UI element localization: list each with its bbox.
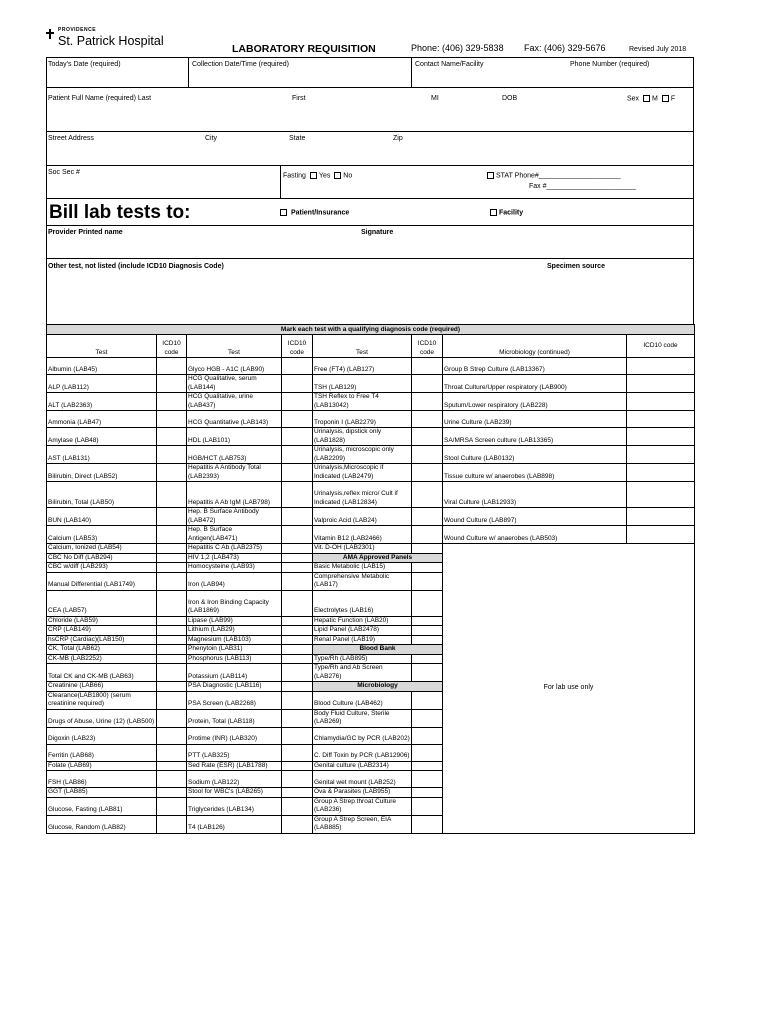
icd10-code-input[interactable] [282,691,313,709]
bill-patient-option: Patient/Insurance [278,209,349,216]
test-name: Bilirubin, Direct (LAB52) [47,464,157,482]
row-patient [46,88,694,132]
test-name: HIV 1,2 (LAB473) [187,553,282,563]
test-table [46,324,695,834]
header-icd10: ICD10 code [157,335,187,358]
test-name: Ammonia (LAB47) [47,411,157,428]
icd10-code-input[interactable] [282,572,313,590]
sex-f-checkbox[interactable] [662,95,669,102]
todays-date-field[interactable]: Today's Date (required) [48,61,121,68]
test-name: Glucose, Random (LAB82) [47,815,157,833]
test-name: CK, Total (LAB62) [47,645,157,655]
test-name: hsCRP (Cardiac)(LAB150) [47,635,157,645]
test-name: Genital wet mount (LAB252) [313,771,412,788]
test-name: Urine Culture (LAB239) [443,411,627,428]
header-icd10: ICD10 code [627,335,695,358]
icd10-code-input[interactable] [412,428,443,446]
icd10-code-input[interactable] [282,709,313,727]
test-name: Body Fluid Culture, Sterile (LAB269) [313,709,412,727]
icd10-code-input[interactable] [282,428,313,446]
test-name: Genital culture (LAB2314) [313,761,412,771]
icd10-code-input[interactable] [412,797,443,815]
icd10-code-input[interactable] [627,464,695,482]
test-name: Calcium, Ionized (LAB54) [47,544,157,554]
test-name: Drugs of Abuse, Urine (12) (LAB500) [47,709,157,727]
test-name: Homocysteine (LAB93) [187,563,282,573]
table-row [47,482,695,508]
icd10-code-input[interactable] [157,744,187,761]
bill-title: Bill lab tests to: [49,202,191,223]
icd10-code-input[interactable] [282,553,313,563]
icd10-code-input[interactable] [412,654,443,664]
table-row [47,464,695,482]
facility-checkbox[interactable] [490,209,497,216]
icd10-code-input[interactable] [157,626,187,636]
test-name: CEA (LAB57) [47,590,157,616]
table-row [47,393,695,411]
phone-number-field[interactable]: Phone Number (required) [570,61,650,68]
table-row [47,526,695,544]
icd10-code-input[interactable] [157,375,187,393]
icd10-code-input[interactable] [412,788,443,798]
org-name: St. Patrick Hospital [58,34,164,48]
revised-date: Revised July 2018 [629,46,687,53]
test-name: Folate (LAB69) [47,761,157,771]
test-name: Protime (INR) (LAB320) [187,727,282,744]
icd10-code-input[interactable] [412,563,443,573]
icd10-code-input[interactable] [157,526,187,544]
icd10-code-input[interactable] [157,654,187,664]
icd10-code-input[interactable] [412,508,443,526]
test-name: Albumin (LAB45) [47,358,157,375]
test-name: Wound Culture (LAB897) [443,508,627,526]
icd10-code-input[interactable] [412,664,443,682]
test-name: TSH (LAB129) [313,375,412,393]
icd10-code-input[interactable] [282,563,313,573]
icd10-code-input[interactable] [412,761,443,771]
stat-checkbox[interactable] [487,172,494,179]
icd10-code-input[interactable] [157,788,187,798]
icd10-code-input[interactable] [412,446,443,464]
icd10-code-input[interactable] [157,645,187,655]
icd10-code-input[interactable] [412,709,443,727]
icd10-code-input[interactable] [157,428,187,446]
row-address [46,132,694,166]
icd10-code-input[interactable] [627,446,695,464]
test-name: HGB/HCT (LAB753) [187,446,282,464]
test-name: HCG Qualitative, urine (LAB437) [187,393,282,411]
subsection-header: Blood Bank [313,645,443,655]
icd10-code-input[interactable] [282,815,313,833]
icd10-code-input[interactable] [157,815,187,833]
test-name: Stool for WBC's (LAB265) [187,788,282,798]
zip-field[interactable]: Zip [393,135,403,142]
icd10-code-input[interactable] [157,358,187,375]
icd10-code-input[interactable] [627,482,695,508]
header-microbiology-continued: Microbiology (continued) [443,335,627,358]
test-name: Protein, Total (LAB118) [187,709,282,727]
test-name: CK-MB (LAB2252) [47,654,157,664]
icd10-code-input[interactable] [157,411,187,428]
test-name: Calcium (LAB53) [47,526,157,544]
icd10-code-input[interactable] [282,590,313,616]
test-name: Urinalysis,reflex micro/ Cult if Indicated (LAB12834) [313,482,412,508]
fax-number: Fax: (406) 329-5676 [524,43,606,53]
test-name: HCG Qualitative, serum (LAB144) [187,375,282,393]
lab-use-only: For lab use only [443,544,695,834]
test-name: ALP (LAB112) [47,375,157,393]
test-name: Lipid Panel (LAB2478) [313,626,412,636]
test-name: Type/Rh (LAB895) [313,654,412,664]
row-provider [46,226,694,259]
test-name: Hepatic Function (LAB20) [313,616,412,626]
icd10-code-input[interactable] [282,508,313,526]
test-name: Hep. B Surface Antigen(LAB471) [187,526,282,544]
phone-number: Phone: (406) 329-5838 [411,43,504,53]
test-name: FSH (LAB86) [47,771,157,788]
icd10-code-input[interactable] [157,727,187,744]
test-name: Phosphorus (LAB113) [187,654,282,664]
icd10-code-input[interactable] [157,393,187,411]
test-name: Vit. D-OH (LAB2301) [313,544,412,554]
icd10-code-input[interactable] [282,544,313,554]
icd10-code-input[interactable] [412,464,443,482]
soc-sec-field[interactable]: Soc Sec # [48,169,80,176]
icd10-code-input[interactable] [412,544,443,554]
icd10-code-input[interactable] [157,544,187,554]
test-name: Blood Culture (LAB462) [313,691,412,709]
icd10-code-input[interactable] [157,709,187,727]
icd10-code-input[interactable] [282,358,313,375]
icd10-code-input[interactable] [282,526,313,544]
test-name: HDL (LAB101) [187,428,282,446]
test-name: Sed Rate (ESR) (LAB1788) [187,761,282,771]
test-name: Manual Differential (LAB1749) [47,572,157,590]
icd10-code-input[interactable] [157,553,187,563]
test-name: Ferritin (LAB68) [47,744,157,761]
icd10-code-input[interactable] [157,771,187,788]
contact-facility-field[interactable]: Contact Name/Facility [415,61,484,68]
test-name: Sputum/Lower respiratory (LAB228) [443,393,627,411]
table-row [47,411,695,428]
icd10-code-input[interactable] [627,393,695,411]
test-name: Bilirubin, Total (LAB50) [47,482,157,508]
fasting-yes-checkbox[interactable] [310,172,317,179]
icd10-code-input[interactable] [627,358,695,375]
city-field[interactable]: City [205,135,218,142]
subsection-header: Microbiology [313,682,443,692]
test-name: Group A Strep throat Culture (LAB236) [313,797,412,815]
icd10-code-input[interactable] [412,635,443,645]
test-name: Vitamin B12 (LAB2466) [313,526,412,544]
test-name: Glucose, Fasting (LAB81) [47,797,157,815]
test-name: Chloride (LAB59) [47,616,157,626]
test-name: Phenytoin (LAB31) [187,645,282,655]
test-name: CBC w/diff (LAB293) [47,563,157,573]
header-icd10: ICD10 code [412,335,443,358]
icd10-code-input[interactable] [157,482,187,508]
dob-field[interactable]: DOB [502,95,518,102]
icd10-code-input[interactable] [412,626,443,636]
icd10-code-input[interactable] [412,744,443,761]
icd10-code-input[interactable] [412,526,443,544]
test-name: PTT (LAB325) [187,744,282,761]
icd10-code-input[interactable] [282,616,313,626]
icd10-code-input[interactable] [412,815,443,833]
table-row [47,446,695,464]
icd10-code-input[interactable] [157,508,187,526]
icd10-code-input[interactable] [282,464,313,482]
test-name: CBC No Diff (LAB294) [47,553,157,563]
test-name: Urinalysis,Microscopic if Indicated (LAB2479) [313,464,412,482]
page-title: LABORATORY REQUISITION [232,43,376,55]
bill-facility-option: Facility [488,209,523,216]
test-name: Group A Strep Screen, EIA (LAB885) [313,815,412,833]
icd10-code-input[interactable] [157,761,187,771]
table-row [47,508,695,526]
test-name: ALT (LAB2363) [47,393,157,411]
icd10-code-input[interactable] [282,446,313,464]
icd10-code-input[interactable] [282,626,313,636]
icd10-code-input[interactable] [157,590,187,616]
header-test: Test [47,335,157,358]
test-name: Electrolytes (LAB16) [313,590,412,616]
icd10-code-input[interactable] [157,664,187,682]
fasting-no-checkbox[interactable] [334,172,341,179]
icd10-code-input[interactable] [157,464,187,482]
sex-m-checkbox[interactable] [643,95,650,102]
subsection-header: AMA Approved Panels [313,553,443,563]
test-name: Iron (LAB94) [187,572,282,590]
test-name: Total CK and CK-MB (LAB63) [47,664,157,682]
test-name: Hep. B Surface Antibody (LAB472) [187,508,282,526]
icd10-code-input[interactable] [412,393,443,411]
test-name: Hepatitis A Ab IgM (LAB798) [187,482,282,508]
test-name: Basic Metabolic (LAB15) [313,563,412,573]
icd10-code-input[interactable] [157,563,187,573]
icd10-code-input[interactable] [412,616,443,626]
icd10-code-input[interactable] [157,572,187,590]
icd10-code-input[interactable] [157,635,187,645]
icd10-code-input[interactable] [412,411,443,428]
icd10-code-input[interactable] [282,645,313,655]
icd10-code-input[interactable] [627,375,695,393]
test-name: PSA Diagnostic (LAB116) [187,682,282,692]
patient-last-field[interactable]: Patient Full Name (required) Last [48,95,152,102]
icd10-code-input[interactable] [412,771,443,788]
test-name: Lipase (LAB99) [187,616,282,626]
test-name: Magnesium (LAB103) [187,635,282,645]
test-name: Free (FT4) (LAB127) [313,358,412,375]
icd10-code-input[interactable] [627,526,695,544]
test-name: Lithium (LAB29) [187,626,282,636]
icd10-code-input[interactable] [412,375,443,393]
other-test-field[interactable]: Other test, not listed (include ICD10 Diagnosis Code) [48,263,224,270]
test-name: Renal Panel (LAB19) [313,635,412,645]
test-name: Hepatitis C Ab (LAB2375) [187,544,282,554]
icd10-code-input[interactable] [412,691,443,709]
table-row [47,358,695,375]
test-name: Ova & Parasites (LAB955) [313,788,412,798]
icd10-code-input[interactable] [157,691,187,709]
row-date [46,57,694,88]
table-row [47,544,695,554]
icd10-code-input[interactable] [282,682,313,692]
test-name: Group B Strep Culture (LAB13367) [443,358,627,375]
test-name: Tissue culture w/ anaerobes (LAB898) [443,464,627,482]
icd10-code-input[interactable] [282,727,313,744]
patient-insurance-checkbox[interactable] [280,209,287,216]
signature-field[interactable]: Signature [361,229,394,236]
test-name: Digoxin (LAB23) [47,727,157,744]
icd10-code-input[interactable] [627,508,695,526]
icd10-code-input[interactable] [627,411,695,428]
test-name: Glyco HGB - A1C (LAB90) [187,358,282,375]
test-name: Clearance(LAB1800) (serum creatinine required) [47,691,157,709]
test-name: Iron & Iron Binding Capacity (LAB1869) [187,590,282,616]
row-bill [46,199,694,226]
icd10-code-input[interactable] [157,797,187,815]
test-name: Urinalysis, microscopic only (LAB2209) [313,446,412,464]
fasting-field: Fasting Yes No [283,172,353,180]
state-field[interactable]: State [289,135,306,142]
row-other [46,259,694,325]
icd10-code-input[interactable] [627,428,695,446]
test-name: Troponin I (LAB2279) [313,411,412,428]
test-name: T4 (LAB126) [187,815,282,833]
test-name: Throat Culture/Upper respiratory (LAB900) [443,375,627,393]
icd10-code-input[interactable] [282,664,313,682]
table-row [47,428,695,446]
icd10-code-input[interactable] [412,572,443,590]
test-name: Creatinine (LAB66) [47,682,157,692]
test-name: C. Diff Toxin by PCR (LAB12906) [313,744,412,761]
icd10-code-input[interactable] [282,788,313,798]
test-name: SA/MRSA Screen culture (LAB13365) [443,428,627,446]
icd10-code-input[interactable] [412,482,443,508]
fax-field[interactable]: Fax #_______________________ [529,183,637,190]
test-name: Potassium (LAB114) [187,664,282,682]
header-icd10: ICD10 code [282,335,313,358]
test-name: Type/Rh and Ab Screen (LAB276) [313,664,412,682]
test-name: HCG Quantitative (LAB143) [187,411,282,428]
mi-field[interactable]: MI [431,95,439,102]
collection-datetime-field[interactable]: Collection Date/Time (required) [192,61,289,68]
icd10-code-input[interactable] [157,616,187,626]
test-name: Hepatitis A Antibody Total (LAB2393) [187,464,282,482]
header-test: Test [313,335,412,358]
icd10-code-input[interactable] [282,393,313,411]
test-name: Valproic Acid (LAB24) [313,508,412,526]
test-name: CRP (LAB149) [47,626,157,636]
test-name: BUN (LAB140) [47,508,157,526]
test-name: Amylase (LAB48) [47,428,157,446]
cross-icon [46,29,54,39]
icd10-code-input[interactable] [282,761,313,771]
test-name: AST (LAB131) [47,446,157,464]
test-name: PSA Screen (LAB2268) [187,691,282,709]
stat-field: STAT Phone#_____________________ [485,172,621,179]
icd10-code-input[interactable] [282,375,313,393]
icd10-code-input[interactable] [282,654,313,664]
test-name: Stool Culture (LAB0132) [443,446,627,464]
test-name: Urinalysis, dipstick only (LAB1828) [313,428,412,446]
icd10-code-input[interactable] [412,358,443,375]
first-name-field[interactable]: First [292,95,306,102]
icd10-code-input[interactable] [282,411,313,428]
test-name: Sodium (LAB122) [187,771,282,788]
table-row [47,375,695,393]
test-name: Triglycerides (LAB134) [187,797,282,815]
street-address-field[interactable]: Street Address [48,135,94,142]
icd10-code-input[interactable] [282,797,313,815]
test-name: Viral Culture (LAB12933) [443,482,627,508]
patient-form [46,57,694,325]
provider-name-field[interactable]: Provider Printed name [48,229,123,236]
icd10-code-input[interactable] [157,682,187,692]
icd10-code-input[interactable] [412,727,443,744]
row-socsec [46,166,694,199]
sex-field: Sex M F [627,95,676,103]
test-name: TSH Reflex to Free T4 (LAB13042) [313,393,412,411]
icd10-code-input[interactable] [412,590,443,616]
icd10-code-input[interactable] [282,771,313,788]
icd10-code-input[interactable] [282,482,313,508]
test-name: GGT (LAB85) [47,788,157,798]
section-title: Mark each test with a qualifying diagnosis code (required) [47,325,695,335]
specimen-source-field[interactable]: Specimen source [547,263,605,270]
test-name: Chlamydia/GC by PCR (LAB202) [313,727,412,744]
header-test: Test [187,335,282,358]
org-top: PROVIDENCE [58,27,97,33]
icd10-code-input[interactable] [282,744,313,761]
test-name: Comprehensive Metabolic (LAB17) [313,572,412,590]
icd10-code-input[interactable] [282,635,313,645]
icd10-code-input[interactable] [157,446,187,464]
test-name: Wound Culture w/ anaerobes (LAB503) [443,526,627,544]
